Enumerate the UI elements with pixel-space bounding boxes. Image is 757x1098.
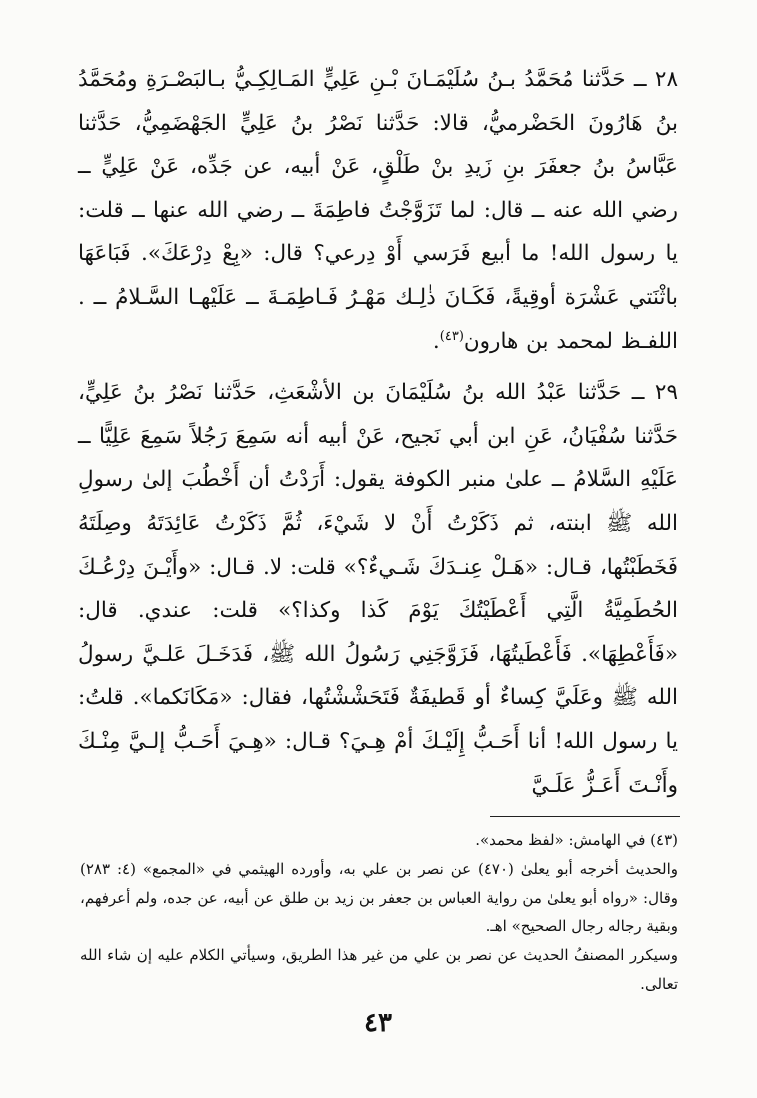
footnote-ref-43[interactable]: (٤٣) bbox=[439, 328, 464, 344]
hadith-29 bbox=[78, 371, 678, 807]
main-text bbox=[78, 58, 678, 807]
hadith-29-text: ٢٩ ــ حَدَّثنا عَبْدُ الله بنُ سُلَيْمَانَ بن الأشْعَثِ، حَدَّثنا نَصْرُ بنُ عَلِيٍّ، حَدَّثنا سُفْيَانُ، عَنِ ابن أبي نَجيح، عَنْ أبيه أنه سَمِعَ رَجُلاً سَمِعَ عَلِيًّا ــ عَلَيْهِ السَّلامُ ــ علىٰ منبر الكوفة يقول: أَرَدْتُ أن أَخْطُبَ إلىٰ رسولِ الله ﷺ ابنته، ثم ذَكَرْتُ أَنْ لا شَيْءَ، ثُمَّ ذَكَرْتُ عَائِدَتَهُ وصِلَتَهُ فَخَطَبْتُها، قـال: «هَـلْ عِنـدَكَ شَـيءٌ؟» قلت: لا. قـال: «وأَيْـنَ دِرْعُـكَ الحُطَمِيَّةُ الَّتِي أَعْطَيْتُكَ يَوْمَ كَذا وكذا؟» قلت: عندي. قال: «فَأَعْطِهَا». فَأَعْطَيتُهَا، فَزَوَّجَنِي رَسُولُ الله ﷺ، فَدَخَـلَ عَلـيَّ رسولُ الله ﷺ وعَلَيَّ كِساءٌ أو قَطيفَةٌ فَتَحَشْشْتُها، فقال: «مَكَانَكما». قلتُ: يا رسول الله! أنا أَحَـبُّ إِلَيْـكَ أمْ هِـيَ؟ قـال: «هِـيَ أَحَـبُّ إلـيَّ مِنْـكَ وأَنْـتَ أَعَـزُّ عَلَـيَّ bbox=[78, 380, 678, 798]
hadith-28 bbox=[78, 58, 678, 363]
footnote-takhrij: والحديث أخرجه أبو يعلىٰ (٤٧٠) عن نصر بن علي به، وأورده الهيثمي في «المجمع» (٤: ٢٨٣) وقال: «رواه أبو يعلىٰ من رواية العباس بن جعفر بن زيد بن طلق عن أبيه، عن جده، ولم أعرفهم، وبقية رجاله رجال الصحيح» اهـ. bbox=[80, 859, 678, 936]
footnote-divider bbox=[490, 816, 680, 817]
hadith-28-text: ٢٨ ــ حَدَّثنا مُحَمَّدُ بـنُ سُلَيْمَـانَ بْـنِ عَلِيٍّ المَـالِكِـيُّ بـالبَصْـرَةِ ومُحَمَّدُ بنُ هَارُونَ الحَضْرميُّ، قالا: حَدَّثنا نَصْرُ بنُ عَلِيٍّ الجَهْضَمِيُّ، حَدَّثنا عَبَّاسُ بنُ جعفَرَ بنِ زَيدِ بنْ طَلْقٍ، عَنْ أبيه، عن جَدِّه، عَنْ عَلِيٍّ ــ رضي الله عنه ــ قال: لما تَزَوَّجْتُ فاطِمَةَ ــ رضي الله عنها ــ قلت: يا رسول الله! ما أبيع فَرَسي أَوْ دِرعي؟ قال: «بِعْ دِرْعَكَ». فَبَاعَهَا باثْنَتي عَشْرَة أوقِيةً، فَكَـانَ ذٰلِـك مَهْـرُ فَـاطِمَـةَ ــ عَلَيْهـا السَّـلامُ ــ . اللفـظ لمحمد بن هارون bbox=[78, 67, 678, 354]
hadith-28-tail: . bbox=[432, 328, 440, 354]
page-number: ٤٣ bbox=[364, 1008, 392, 1038]
footnote-note: وسيكرر المصنفُ الحديث عن نصر بن علي من غير هذا الطريق، وسيأتي الكلام عليه إن شاء الله تعالى. bbox=[80, 946, 678, 993]
footnote-43: (٤٣) في الهامش: «لفظ محمد». bbox=[475, 831, 678, 849]
footnotes bbox=[80, 826, 678, 999]
